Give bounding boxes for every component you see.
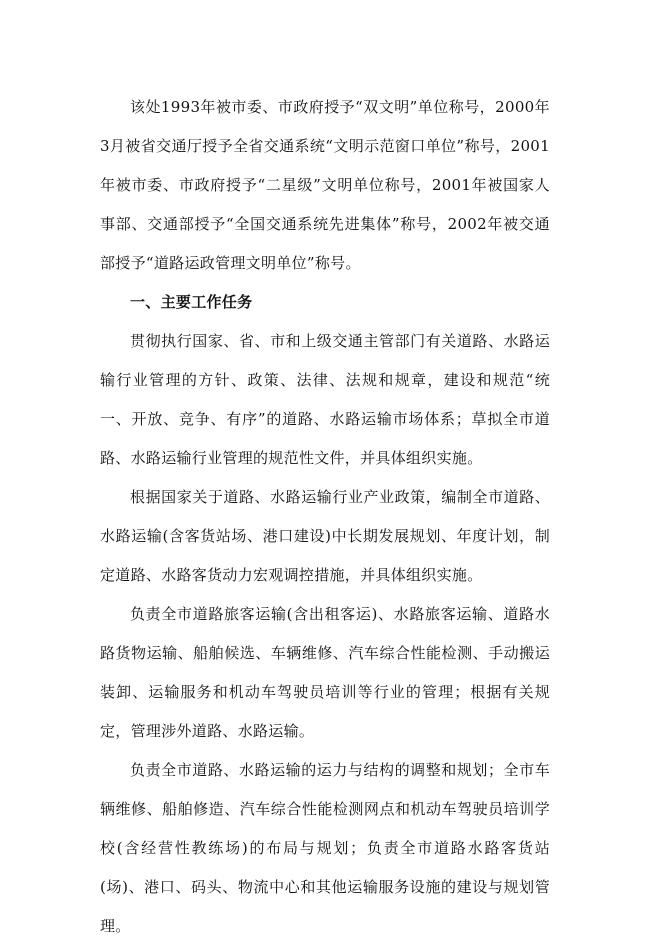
paragraph-planning: 根据国家关于道路、水路运输行业产业政策，编制全市道路、水路运输(含客货站场、港口建设)中长期发展规划、年度计划，制定道路、水路客货动力宏观调控措施，并具体组织实施。 [100,488,550,584]
paragraph-capacity-layout: 负责全市道路、水路运输的运力与结构的调整和规划；全市车辆维修、船舶修造、汽车综合性能检测网点和机动车驾驶员培训学校(含经营性教练场)的布局与规划；负责全市道路水路客货站(场)、港口、码头、物流中心和其他运输服务设施的建设与规划管理。 [100,761,550,935]
document-body [100,88,550,946]
paragraph-honors: 该处1993年被市委、市政府授予“双文明”单位称号，2000年3月被省交通厅授予全省交通系统“文明示范窗口单位”称号，2001年被市委、市政府授予“二星级”文明单位称号，2001年被国家人事部、交通部授予“全国交通系统先进集体”称号，2002年被交通部授予“道路运政管理文明单位”称号。 [100,98,550,272]
paragraph-industry-management: 负责全市道路旅客运输(含出租客运)、水路旅客运输、道路水路货物运输、船舶候选、车辆维修、汽车综合性能检测、手动搬运装卸、运输服务和机动车驾驶员培训等行业的管理；根据有关规定，管理涉外道路、水路运输。 [100,605,550,740]
paragraph-policy-implementation: 贯彻执行国家、省、市和上级交通主管部门有关道路、水路运输行业管理的方针、政策、法律、法规和规章，建设和规范“统一、开放、竞争、有序”的道路、水路运输市场体系；草拟全市道路、水路运输行业管理的规范性文件，并具体组织实施。 [100,332,550,467]
section-heading-main-tasks: 一、主要工作任务 [130,293,253,311]
